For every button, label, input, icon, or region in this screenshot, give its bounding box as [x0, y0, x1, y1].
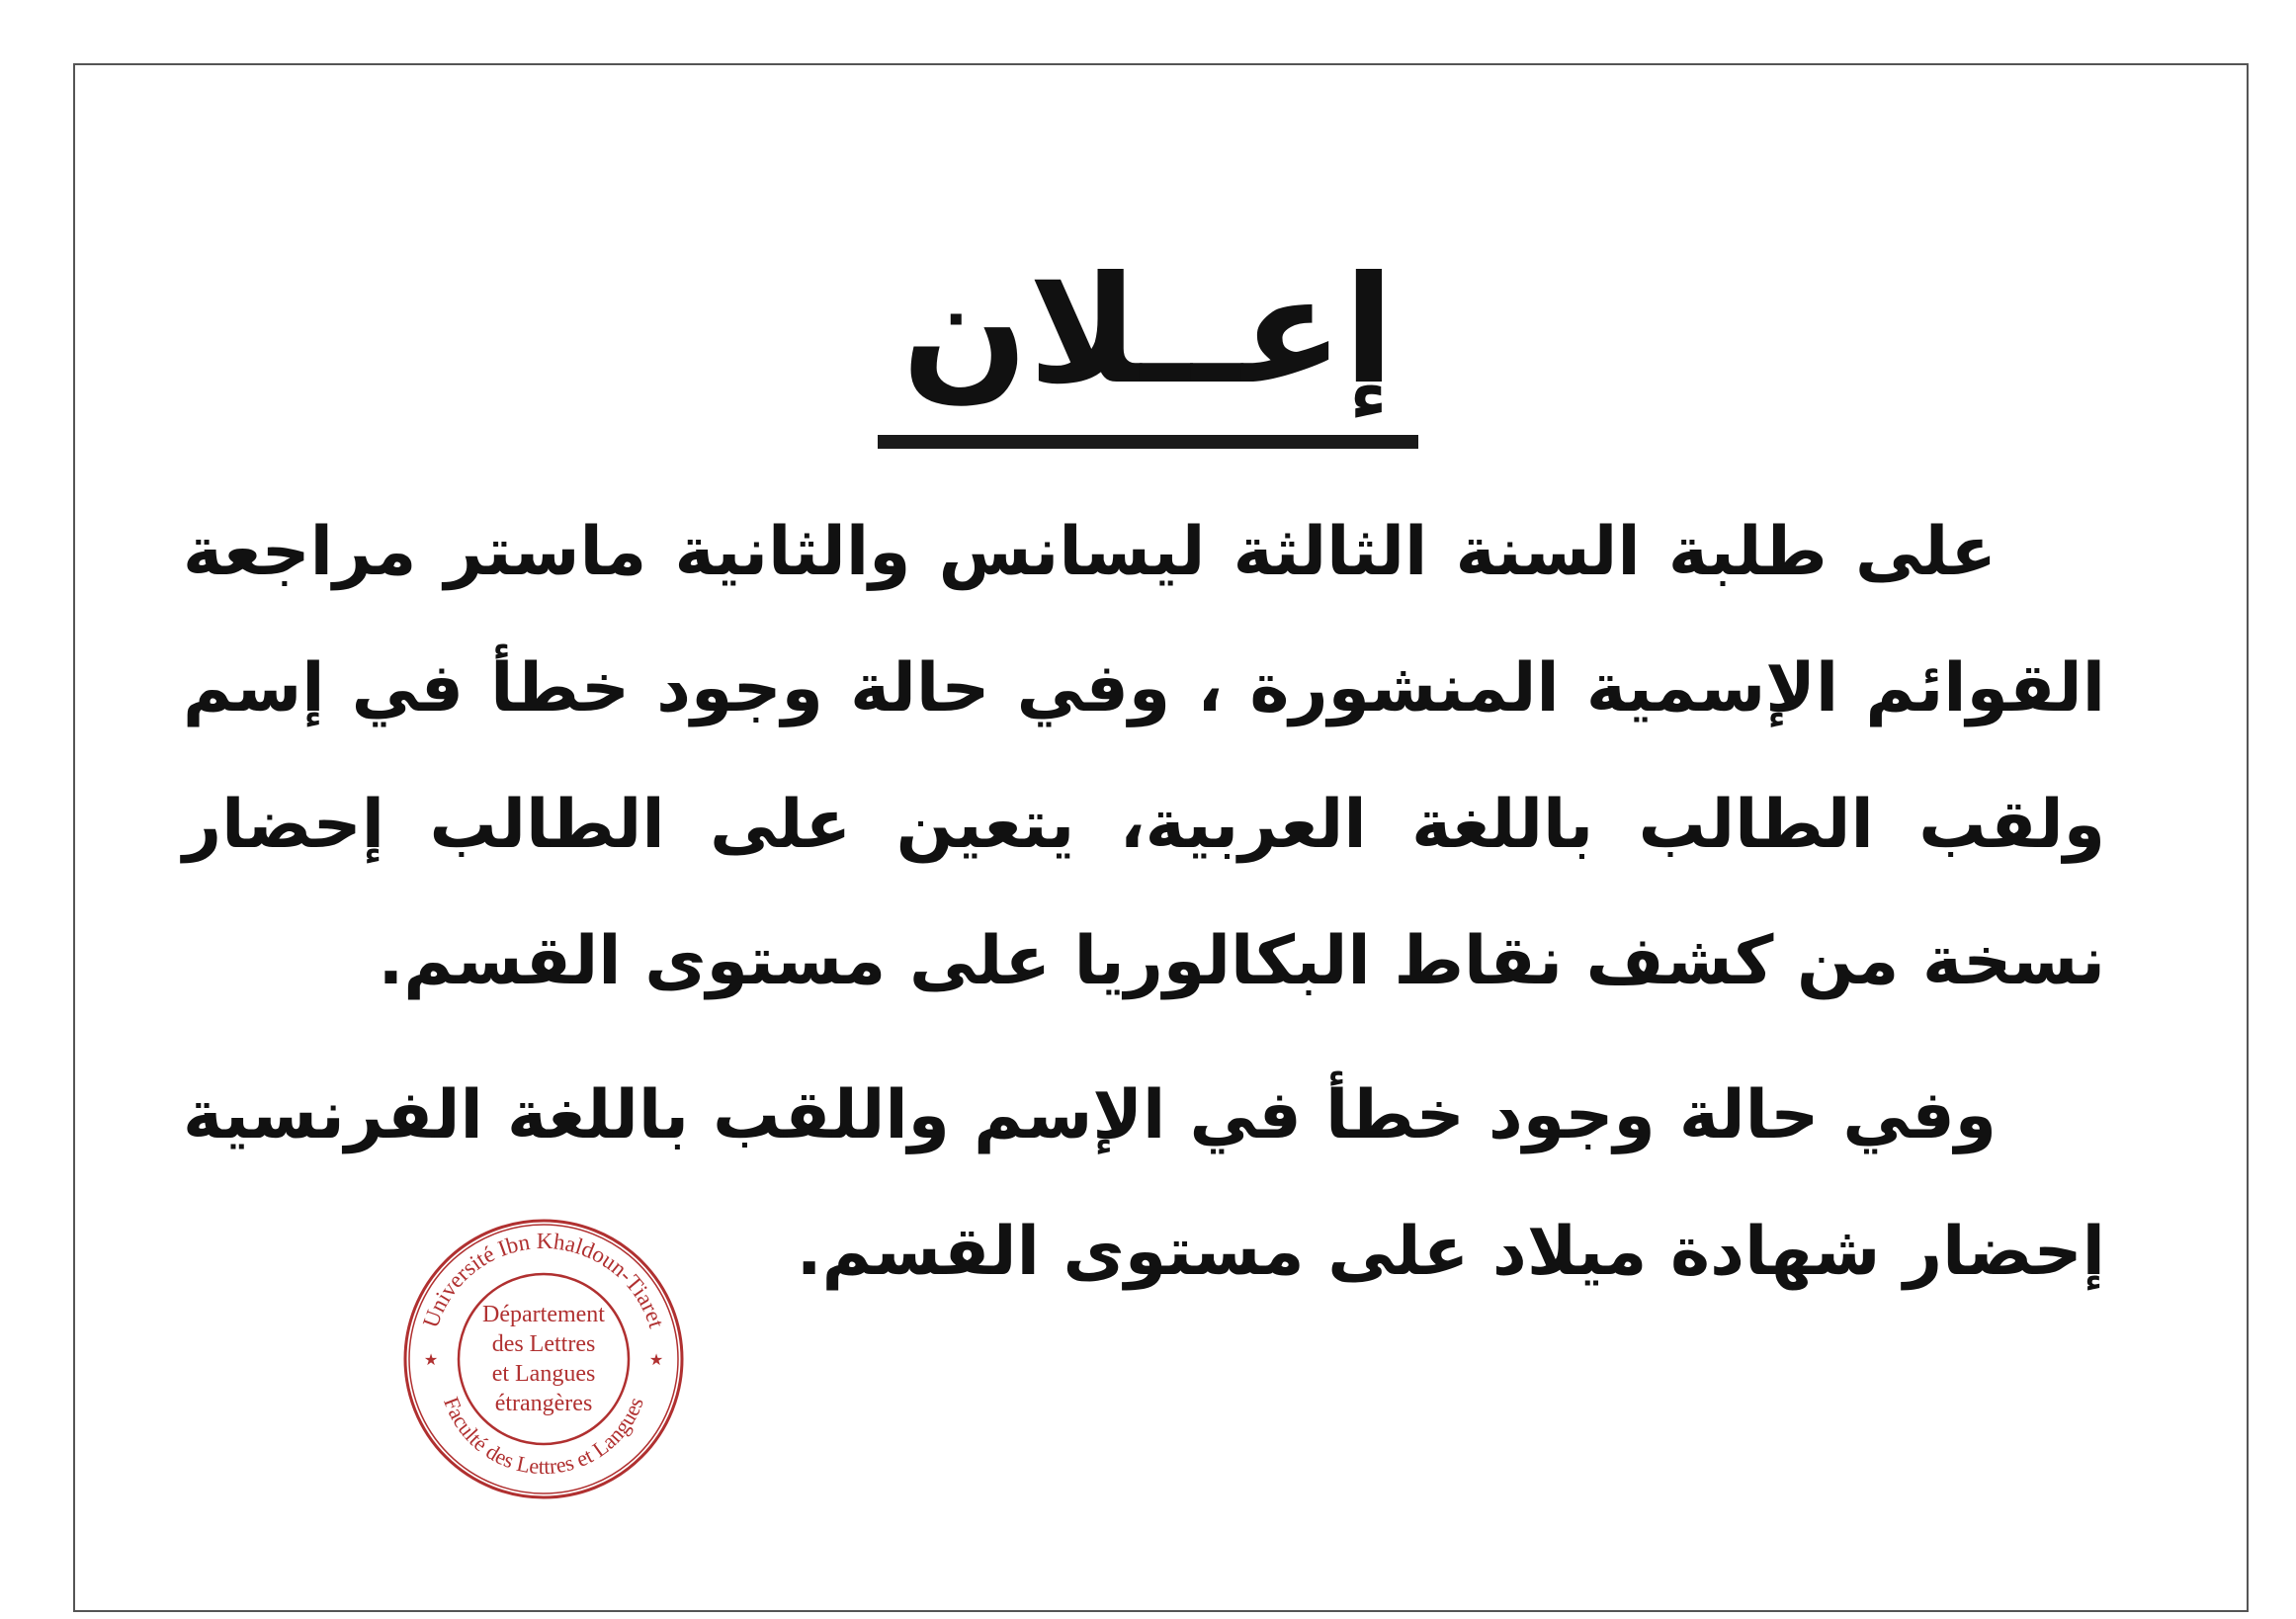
- stamp-outer-top-text: Université Ibn Khaldoun-Tiaret: [418, 1228, 670, 1331]
- notice-title: [0, 237, 2296, 449]
- stamp-inner-line-1: Département: [482, 1302, 605, 1327]
- stamp-seal-icon: [395, 1211, 692, 1507]
- stamp-inner-line-3: et Langues: [491, 1361, 596, 1387]
- stamp-inner-line-2: des Lettres: [491, 1331, 596, 1357]
- notice-paragraph-1: على طلبة السنة الثالثة ليسانس والثانية ماستر مراجعة القوائم الإسمية المنشورة ، وفي حالة وجود خطأ في إسم ولقب الطالب باللغة العربية، يتعين على الطالب إحضار نسخة من كشف نقاط البكالوريا على مستوى القسم.: [183, 513, 2105, 1000]
- stamp-inner-line-4: étrangères: [494, 1391, 593, 1416]
- notice-title-text: إعــلان: [878, 237, 1417, 449]
- stamp-outer-bottom-text: Faculté des Lettres et Langues: [439, 1393, 648, 1480]
- svg-text:★: ★: [648, 1352, 664, 1369]
- department-stamp: [395, 1211, 692, 1507]
- svg-text:★: ★: [423, 1352, 439, 1369]
- notice-paragraph-2: وفي حالة وجود خطأ في الإسم واللقب باللغة الفرنسية إحضار شهادة ميلاد على مستوى القسم.: [183, 1076, 2105, 1291]
